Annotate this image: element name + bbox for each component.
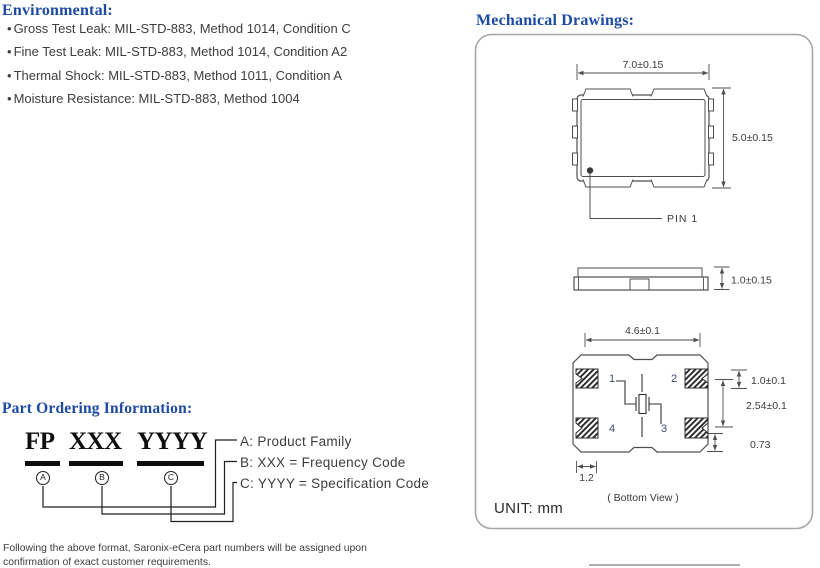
circled-label-c: C [164,471,178,485]
dim-side-height: 1.0±0.15 [731,274,772,287]
legend-item-b: B: XXX = Frequency Code [240,455,406,470]
side-lid [578,268,702,277]
code-underline-b [69,461,123,466]
legend-item-a: A: Product Family [240,433,352,449]
part-number-code [0,428,230,458]
pin1-dot [587,167,593,173]
circled-label-a: A [36,471,50,485]
bottom-view-drawing [573,325,787,504]
dim-top-height: 5.0±0.15 [732,132,773,144]
pin1-label: PIN 1 [667,213,699,225]
bottom-view-caption: ( Bottom View ) [607,492,679,504]
legend-item-c: C: YYYY = Specification Code [240,476,430,491]
code-group-yyyy: YYYY [137,428,208,455]
bullet-icon: • [7,44,12,59]
circled-label-b: B [95,471,109,485]
environmental-item [7,21,351,36]
side-standoff [630,279,649,290]
code-underline-c [137,461,204,466]
environmental-item-text: Thermal Shock: MIL-STD-883, Method 1011, Condition A [13,67,343,83]
environmental-item [7,68,342,83]
environmental-item [7,91,300,106]
pin-number-3: 3 [660,423,668,435]
mechanical-drawings-title: Mechanical Drawings: [476,12,635,29]
bullet-icon: • [7,67,12,83]
footer-divider [589,564,740,566]
dim-ext-lines [712,88,731,188]
side-view-drawing [574,267,772,290]
package-body-outline [577,95,709,181]
dim-pad-width: 1.2 [579,472,594,484]
code-group-xxx: XXX [69,428,122,455]
dim-top-width: 7.0±0.15 [622,59,664,71]
bullet-icon: • [7,91,12,106]
dim-pad-height: 1.0±0.1 [751,375,786,387]
footnote-line-2: confirmation of exact customer requirements. [3,557,211,568]
unit-label: UNIT: mm [494,500,564,517]
environmental-item-text: Fine Test Leak: MIL-STD-883, Method 1014, Condition A2 [13,44,348,59]
dim-ext-lines [715,380,733,428]
pin-number-1: 1 [608,373,616,385]
pin-number-4: 4 [608,423,616,435]
dim-bottom-width: 4.6±0.1 [625,325,660,337]
top-view-drawing [573,59,773,225]
environmental-title: Environmental: [2,2,113,19]
environmental-item-text: Gross Test Leak: MIL-STD-883, Method 1014, Condition C [13,20,351,36]
code-underline-a [25,461,60,466]
environmental-item [7,44,347,59]
part-ordering-title: Part Ordering Information: [2,400,193,417]
dim-pad-pitch: 2.54±0.1 [746,400,787,412]
environmental-item-text: Moisture Resistance: MIL-STD-883, Method 1004 [13,91,300,106]
pin-number-2: 2 [670,373,678,385]
bullet-icon: • [7,20,12,36]
code-group-fp: FP [25,428,55,455]
dim-pad-bottom: 0.73 [750,439,771,451]
footnote-line-1: Following the above format, Saronix-eCera part numbers will be assigned upon [3,543,367,554]
